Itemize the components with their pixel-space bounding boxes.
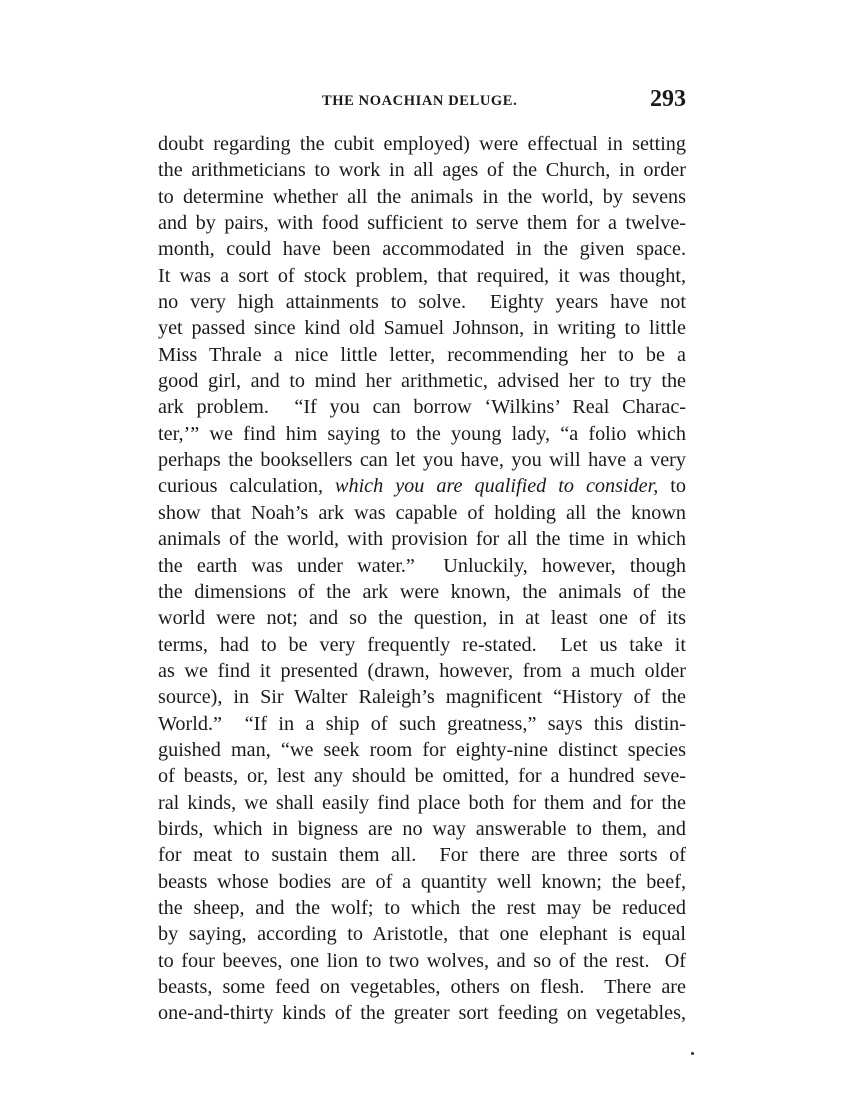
text-line xyxy=(158,184,686,210)
text-segment: the arithmeticians to work in all ages of the Church, in order xyxy=(158,159,686,182)
text-segment: good girl, and to mind her arithmetic, advised her to try the xyxy=(158,370,686,393)
text-line xyxy=(158,948,686,974)
running-head xyxy=(158,86,686,118)
text-line xyxy=(158,368,686,394)
text-segment: beasts, some feed on vegetables, others on flesh. There are xyxy=(158,976,686,998)
text-segment: ark problem. “If you can borrow ‘Wilkins’ Real Charac- xyxy=(158,396,686,419)
text-segment: of beasts, or, lest any should be omitted, for a hundred seve- xyxy=(158,765,686,788)
text-line xyxy=(158,447,686,473)
text-line xyxy=(158,342,686,368)
text-segment: ral kinds, we shall easily find place both for them and for the xyxy=(158,791,686,814)
body-text xyxy=(158,131,686,1027)
text-line xyxy=(158,473,686,499)
text-line xyxy=(158,605,686,631)
text-line xyxy=(158,394,686,420)
text-segment: month, could have been accommodated in the given space. xyxy=(158,238,686,261)
text-line xyxy=(158,500,686,526)
page-number: 293 xyxy=(650,86,686,112)
text-segment: terms, had to be very frequently re-stated. Let us take it xyxy=(158,633,686,656)
text-line xyxy=(158,869,686,895)
text-line xyxy=(158,816,686,842)
text-segment: one-and-thirty kinds of the greater sort feeding on vegetables, xyxy=(158,1002,686,1025)
text-line xyxy=(158,790,686,816)
text-line xyxy=(158,421,686,447)
text-line xyxy=(158,737,686,763)
text-line xyxy=(158,842,686,868)
text-line xyxy=(158,632,686,658)
text-line xyxy=(158,210,686,236)
text-line xyxy=(158,553,686,579)
text-line xyxy=(158,526,686,552)
italic-phrase: which you are qualified to consider, xyxy=(335,475,659,498)
text-segment: It was a sort of stock problem, that required, it was thought, xyxy=(158,264,686,287)
text-line xyxy=(158,263,686,289)
text-segment: ter,’” we find him saying to the young lady, “a folio which xyxy=(158,422,686,445)
text-line xyxy=(158,658,686,684)
text-segment: the sheep, and the wolf; to which the rest may be reduced xyxy=(158,896,686,919)
text-line xyxy=(158,711,686,737)
text-line xyxy=(158,579,686,605)
running-title: THE NOACHIAN DELUGE. xyxy=(322,93,518,109)
text-segment: doubt regarding the cubit employed) were effectual in setting xyxy=(158,133,686,155)
text-segment: birds, which in bigness are no way answerable to them, and xyxy=(158,817,686,840)
text-line xyxy=(158,289,686,315)
text-segment: perhaps the booksellers can let you have, you will have a very xyxy=(158,449,686,472)
text-segment: show that Noah’s ark was capable of holding all the known xyxy=(158,501,686,524)
text-segment: Miss Thrale a nice little letter, recommending her to be a xyxy=(158,343,686,366)
text-line xyxy=(158,157,686,183)
text-segment: as we find it presented (drawn, however, from a much older xyxy=(158,659,686,682)
text-segment: world were not; and so the question, in at least one of its xyxy=(158,607,686,630)
text-segment: curious calculation, xyxy=(158,475,336,498)
text-segment: source), in Sir Walter Raleigh’s magnificent “History of the xyxy=(158,686,686,709)
text-segment: animals of the world, with provision for all the time in which xyxy=(158,528,686,551)
text-segment: the dimensions of the ark were known, the animals of the xyxy=(158,580,686,603)
text-segment: to determine whether all the animals in the world, by sevens xyxy=(158,185,686,208)
text-line xyxy=(158,684,686,710)
text-segment: to xyxy=(658,475,686,498)
text-line xyxy=(158,763,686,789)
text-segment: yet passed since kind old Samuel Johnson, in writing to little xyxy=(158,317,686,340)
text-line xyxy=(158,895,686,921)
text-segment: by saying, according to Aristotle, that one elephant is equal xyxy=(158,923,686,946)
text-segment: World.” “If in a ship of such greatness,” says this distin- xyxy=(158,712,686,735)
text-segment: the earth was under water.” Unluckily, however, though xyxy=(158,554,686,577)
text-segment: for meat to sustain them all. For there are three sorts of xyxy=(158,844,686,867)
text-segment: beasts whose bodies are of a quantity well known; the beef, xyxy=(158,870,686,893)
text-segment: guished man, “we seek room for eighty-nine distinct species xyxy=(158,738,686,761)
ink-speck xyxy=(691,1052,694,1055)
text-segment: to four beeves, one lion to two wolves, and so of the rest. Of xyxy=(158,949,686,972)
text-segment: and by pairs, with food sufficient to serve them for a twelve- xyxy=(158,212,686,235)
text-line xyxy=(158,315,686,341)
text-line xyxy=(158,974,686,1000)
text-segment: no very high attainments to solve. Eighty years have not xyxy=(158,291,686,314)
text-line xyxy=(158,921,686,947)
text-line xyxy=(158,131,686,157)
text-line xyxy=(158,236,686,262)
text-line xyxy=(158,1000,686,1026)
